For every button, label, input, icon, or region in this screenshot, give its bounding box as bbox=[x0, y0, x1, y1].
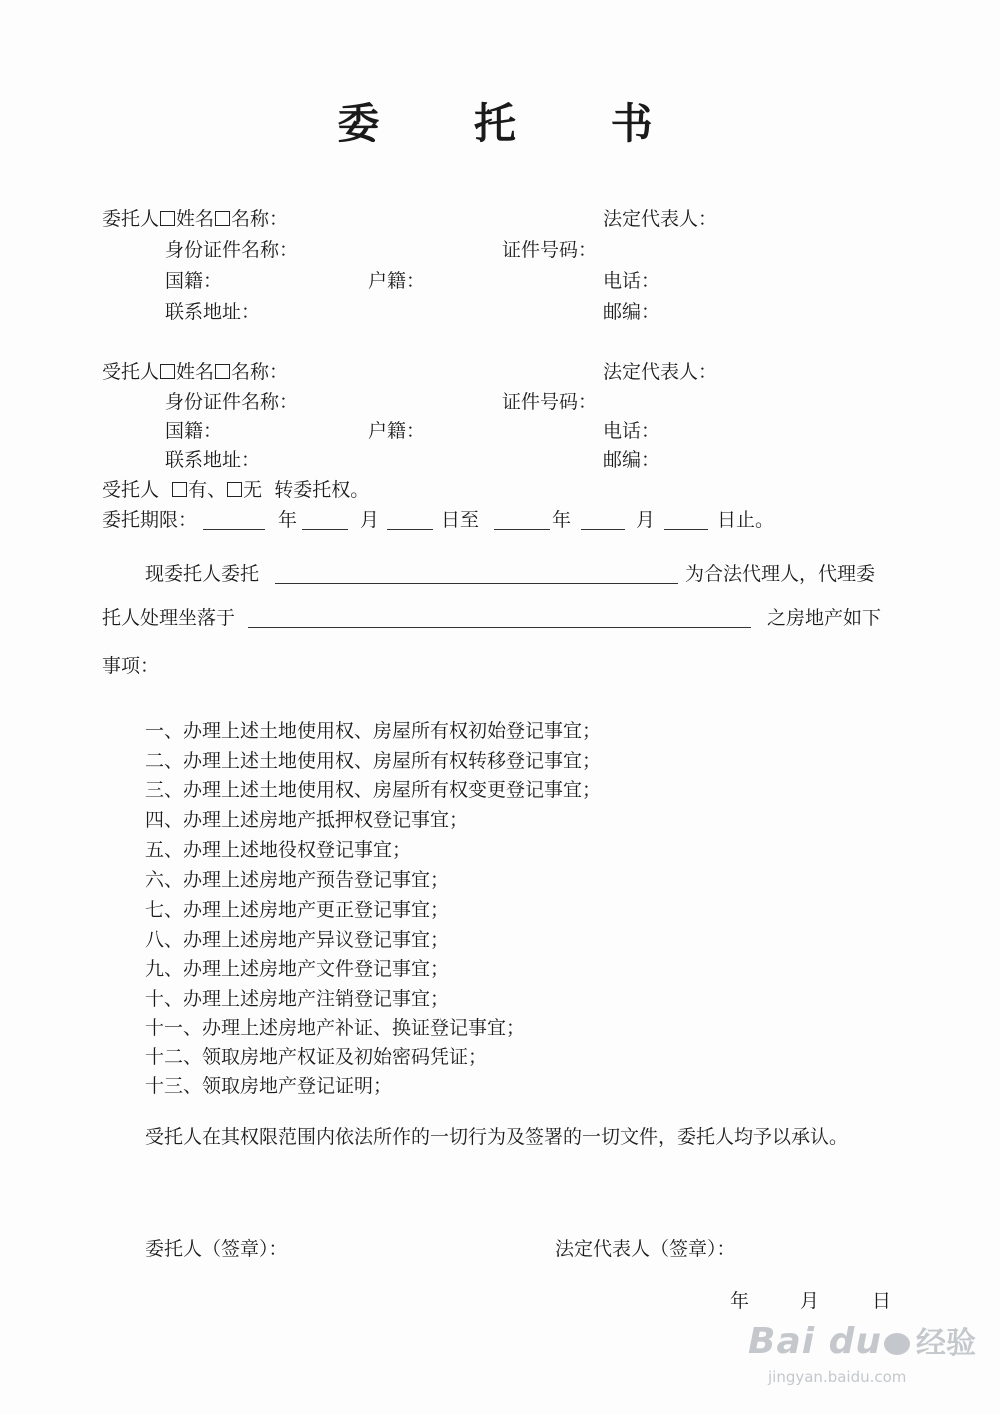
person-label: 姓名 bbox=[176, 361, 215, 383]
list-item: 六、办理上述房地产预告登记事宜； bbox=[145, 869, 450, 891]
subdelegation-yes-label: 有、 bbox=[188, 479, 227, 501]
person-checkbox[interactable] bbox=[160, 211, 175, 226]
period-month2-label: 月 bbox=[636, 509, 656, 531]
list-item: 十三、领取房地产登记证明； bbox=[145, 1075, 393, 1097]
body-line2-start: 托人处理坐落于 bbox=[102, 607, 236, 629]
entity-label: 名称： bbox=[231, 361, 289, 383]
list-item: 五、办理上述地役权登记事宜； bbox=[145, 839, 412, 861]
agent-address-label: 联系地址： bbox=[165, 449, 261, 471]
document-title: 委 托 书 bbox=[337, 99, 693, 148]
list-item: 九、办理上述房地产文件登记事宜； bbox=[145, 958, 450, 980]
agent-postcode-label: 邮编： bbox=[603, 449, 661, 471]
period-year-label: 年 bbox=[278, 509, 298, 531]
agent-legal-rep-label: 法定代表人： bbox=[603, 361, 718, 383]
period-start-month-blank[interactable] bbox=[302, 529, 348, 530]
property-location-blank[interactable] bbox=[248, 627, 751, 628]
list-item: 一、办理上述土地使用权、房屋所有权初始登记事宜； bbox=[145, 720, 602, 742]
subdelegation-no-checkbox[interactable] bbox=[227, 482, 242, 497]
agent-label: 受托人 bbox=[102, 361, 160, 383]
date-year-label: 年 bbox=[730, 1290, 750, 1312]
entity-checkbox[interactable] bbox=[215, 364, 230, 379]
watermark-logo: Bai du bbox=[748, 1321, 883, 1362]
legal-rep-signature-label: 法定代表人（签章）： bbox=[555, 1238, 736, 1260]
principal-id-name-label: 身份证件名称： bbox=[165, 239, 299, 261]
principal-nationality-label: 国籍： bbox=[165, 270, 223, 292]
principal-name-label bbox=[102, 207, 288, 231]
principal-legal-rep-label: 法定代表人： bbox=[603, 208, 718, 230]
period-end-day-blank[interactable] bbox=[664, 529, 708, 530]
list-item: 四、办理上述房地产抵押权登记事宜； bbox=[145, 809, 469, 831]
period-day-to-label: 日至 bbox=[441, 509, 480, 531]
date-day-label: 日 bbox=[872, 1290, 892, 1312]
agent-phone-label: 电话： bbox=[603, 420, 661, 442]
period-day-end-label: 日止。 bbox=[717, 509, 775, 531]
list-item: 十、办理上述房地产注销登记事宜； bbox=[145, 988, 450, 1010]
agent-id-number-label: 证件号码： bbox=[502, 391, 598, 413]
agent-name-label bbox=[102, 360, 288, 384]
body-line3: 事项： bbox=[102, 655, 160, 677]
principal-household-label: 户籍： bbox=[368, 270, 426, 292]
agent-household-label: 户籍： bbox=[368, 420, 426, 442]
body-line1-start: 现委托人委托 bbox=[145, 563, 260, 585]
list-item: 十二、领取房地产权证及初始密码凭证； bbox=[145, 1046, 488, 1068]
watermark-cn: 经验 bbox=[916, 1326, 977, 1361]
principal-label: 委托人 bbox=[102, 208, 160, 230]
agent-id-name-label: 身份证件名称： bbox=[165, 391, 299, 413]
period-month-label: 月 bbox=[360, 509, 380, 531]
agent-name-blank[interactable] bbox=[275, 583, 678, 584]
list-item: 二、办理上述土地使用权、房屋所有权转移登记事宜； bbox=[145, 750, 602, 772]
acknowledgement-text: 受托人在其权限范围内依法所作的一切行为及签署的一切文件，委托人均予以承认。 bbox=[145, 1126, 849, 1148]
subdelegation-yes-checkbox[interactable] bbox=[172, 482, 187, 497]
period-start-day-blank[interactable] bbox=[387, 529, 433, 530]
principal-postcode-label: 邮编： bbox=[603, 301, 661, 323]
subdelegation-prefix: 受托人 bbox=[102, 479, 160, 501]
subdelegation-no-label: 无 bbox=[243, 479, 263, 501]
body-line1-end: 为合法代理人，代理委 bbox=[685, 563, 876, 585]
period-end-year-blank[interactable] bbox=[494, 529, 550, 530]
paw-icon bbox=[884, 1333, 910, 1355]
list-item: 十一、办理上述房地产补证、换证登记事宜； bbox=[145, 1017, 526, 1039]
person-checkbox[interactable] bbox=[160, 364, 175, 379]
date-month-label: 月 bbox=[800, 1290, 820, 1312]
subdelegation-line bbox=[102, 478, 369, 502]
body-line2-end: 之房地产如下 bbox=[767, 607, 882, 629]
baidu-jingyan-watermark bbox=[748, 1318, 977, 1386]
period-year2-label: 年 bbox=[552, 509, 572, 531]
list-item: 三、办理上述土地使用权、房屋所有权变更登记事宜； bbox=[145, 779, 602, 801]
list-item: 七、办理上述房地产更正登记事宜； bbox=[145, 899, 450, 921]
person-label: 姓名 bbox=[176, 208, 215, 230]
subdelegation-suffix: 转委托权。 bbox=[274, 479, 370, 501]
entity-label: 名称： bbox=[231, 208, 289, 230]
period-end-month-blank[interactable] bbox=[581, 529, 625, 530]
principal-phone-label: 电话： bbox=[603, 270, 661, 292]
list-item: 八、办理上述房地产异议登记事宜； bbox=[145, 929, 450, 951]
entity-checkbox[interactable] bbox=[215, 211, 230, 226]
principal-id-number-label: 证件号码： bbox=[502, 239, 598, 261]
agent-nationality-label: 国籍： bbox=[165, 420, 223, 442]
principal-signature-label: 委托人（签章）： bbox=[145, 1238, 288, 1260]
period-label: 委托期限： bbox=[102, 509, 198, 531]
principal-address-label: 联系地址： bbox=[165, 301, 261, 323]
period-start-year-blank[interactable] bbox=[203, 529, 265, 530]
watermark-url: jingyan.baidu.com bbox=[768, 1368, 907, 1386]
